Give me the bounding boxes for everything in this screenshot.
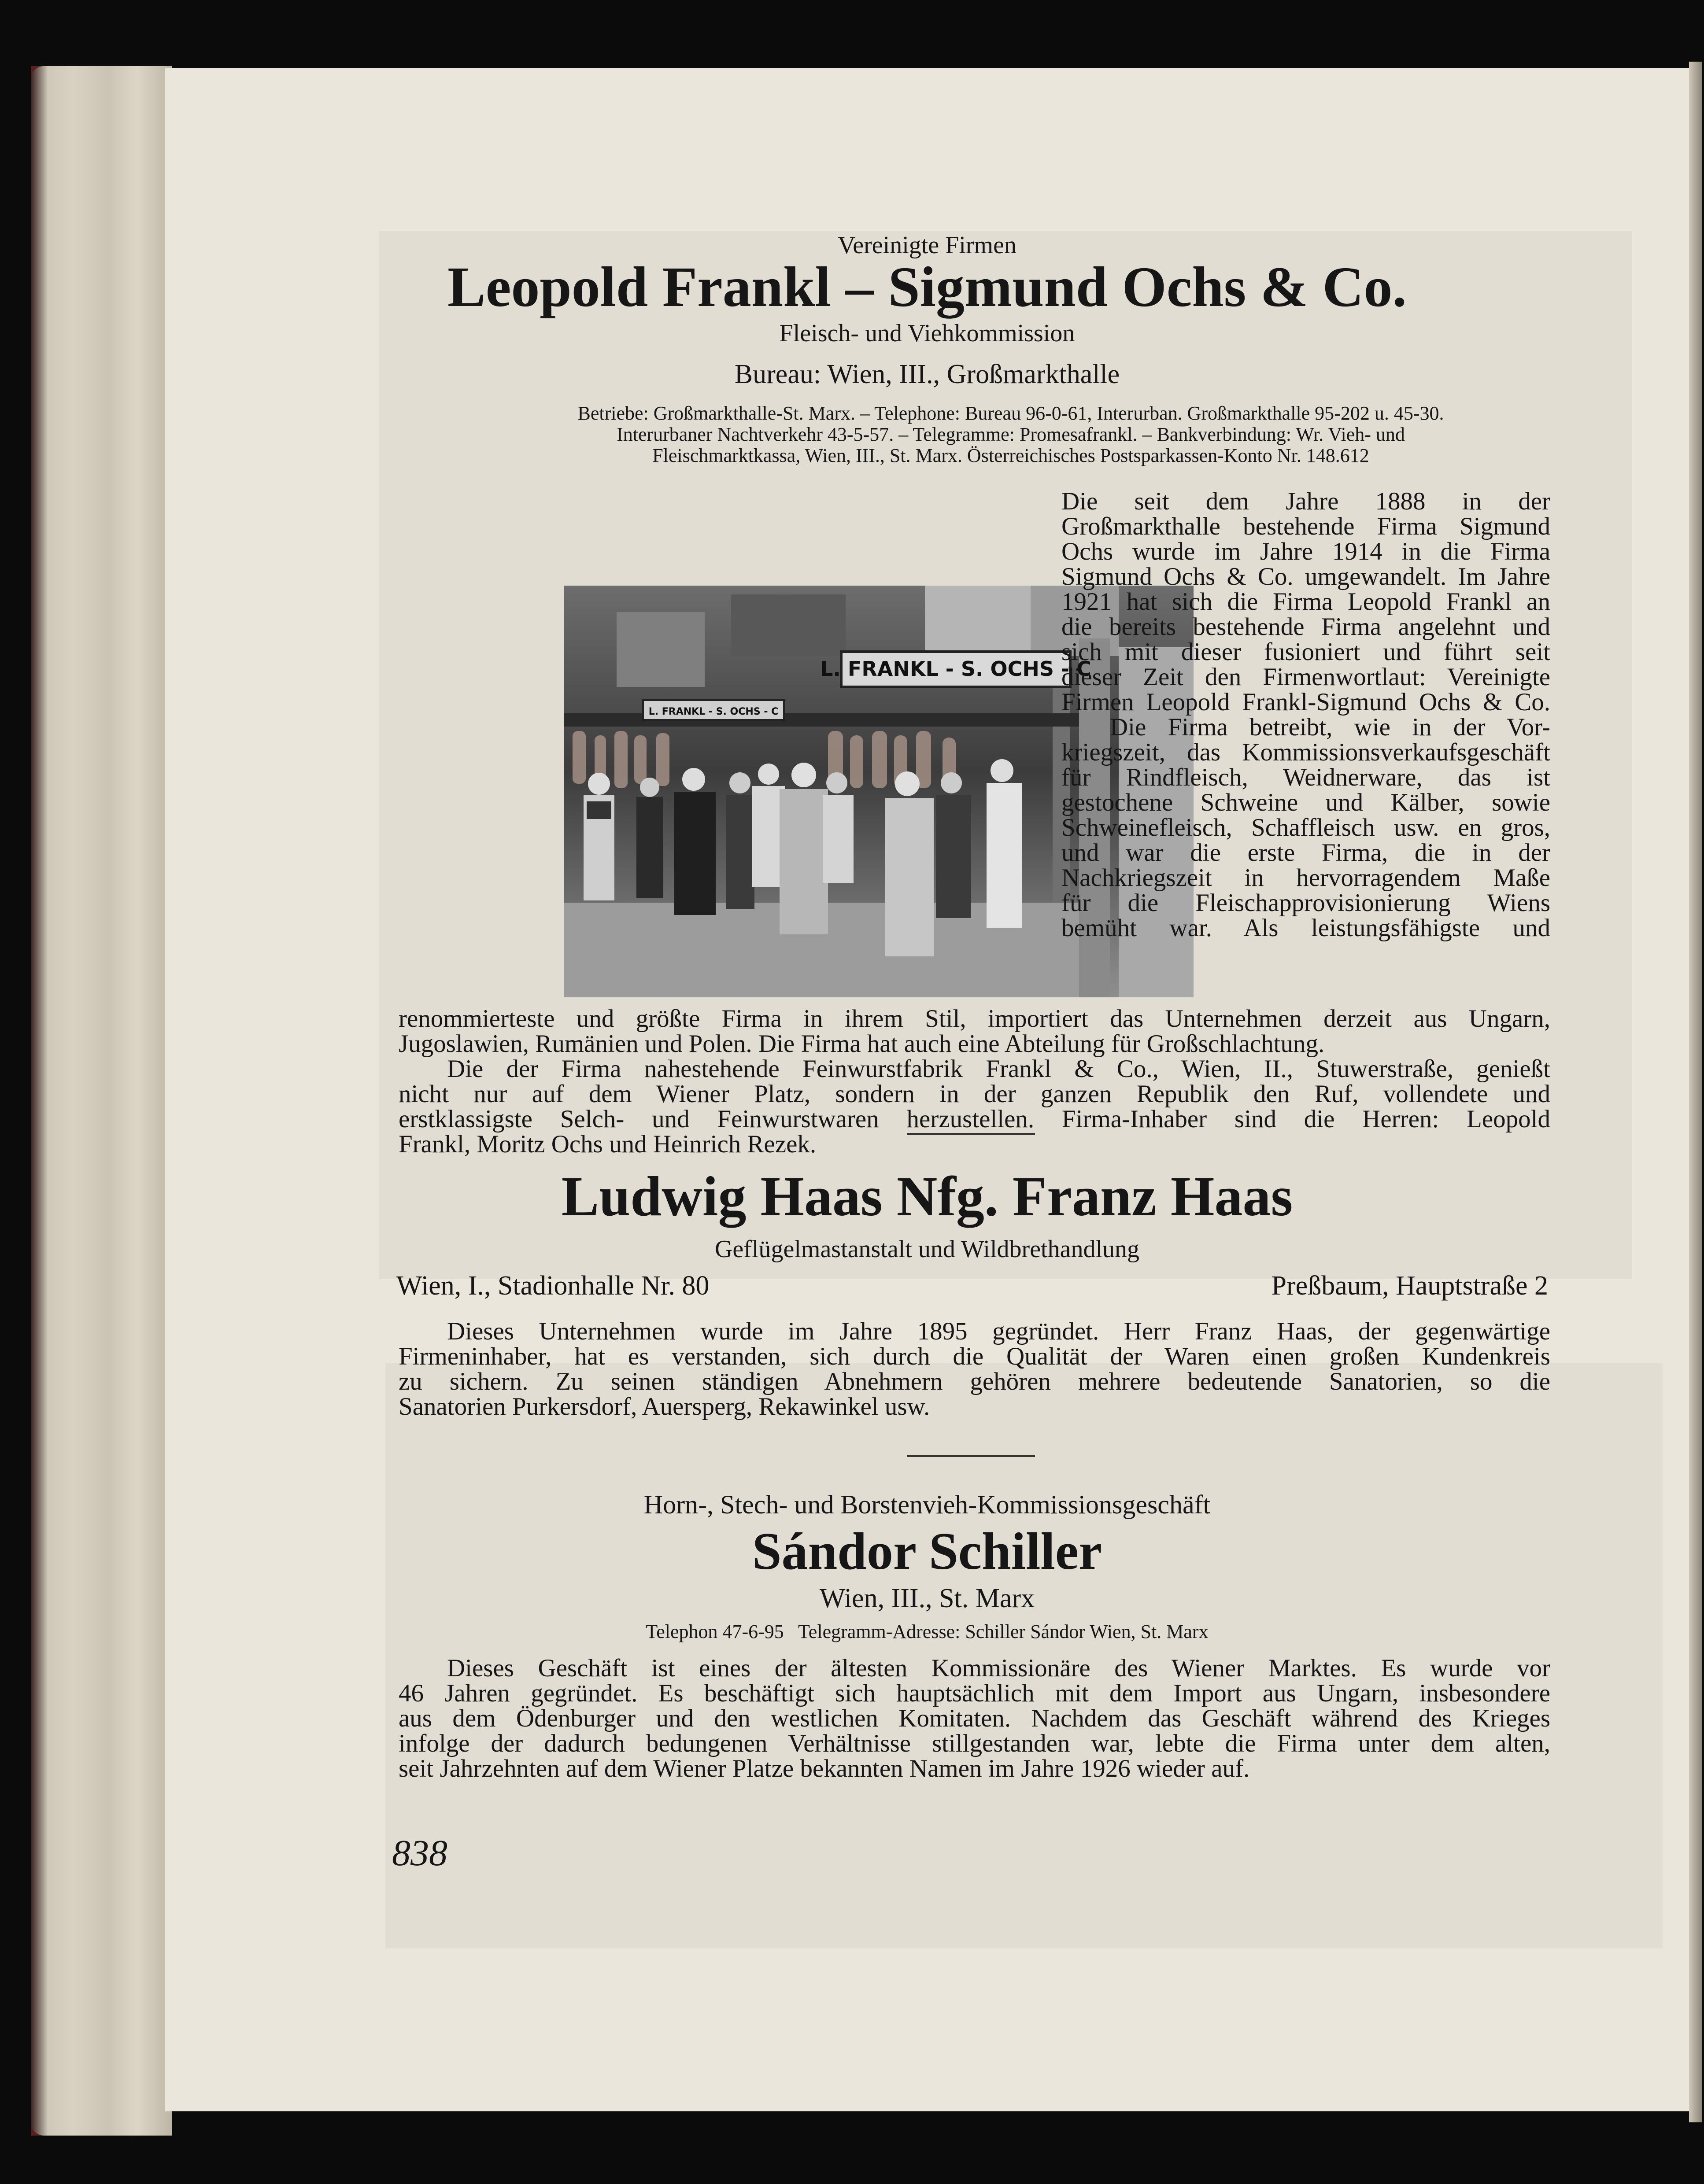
- page-edges: [31, 66, 172, 2136]
- schiller-line: aus dem Ödenburger und den westlichen Komitaten. Nachdem das Geschäft während des Krieges: [399, 1704, 1550, 1732]
- col-line: Nachkriegszeit in hervorragendem Maße: [1061, 864, 1550, 892]
- frankl-details-line: Betriebe: Großmarkthalle-St. Marx. – Telephone: Bureau 96-0-61, Interurban. Großmarkthalle 95-202 u. 45-30.: [577, 402, 1444, 424]
- full-line: renommierteste und größte Firma in ihrem Stil, importiert das Unternehmen derzeit aus Ungarn,: [399, 1005, 1550, 1033]
- haas-title: Ludwig Haas Nfg. Franz Haas: [561, 1165, 1293, 1228]
- section-divider: [907, 1133, 1035, 1135]
- schiller-line: Dieses Geschäft ist eines der ältesten Kommissionäre des Wiener Marktes. Es wurde vor: [447, 1654, 1550, 1682]
- col-line: Schweinefleisch, Schaffleisch usw. en gros,: [1061, 814, 1550, 841]
- col-line: Die seit dem Jahre 1888 in der: [1061, 487, 1550, 515]
- col-line: Die Firma betreibt, wie in der Vor-: [1110, 713, 1550, 741]
- full-line: erstklassigste Selch- und Feinwurstwaren herzustellen. Firma-Inhaber sind die Herren: Leopold: [399, 1105, 1550, 1133]
- full-line: nicht nur auf dem Wiener Platz, sondern in der ganzen Republik den Ruf, vollendete und: [399, 1080, 1550, 1108]
- haas-line: Dieses Unternehmen wurde im Jahre 1895 gegründet. Herr Franz Haas, der gegenwärtige: [447, 1317, 1550, 1345]
- schiller-line: 46 Jahren gegründet. Es beschäftigt sich hauptsächlich mit dem Import aus Ungarn, insbesondere: [399, 1679, 1550, 1707]
- frankl-address: Bureau: Wien, III., Großmarkthalle: [734, 359, 1120, 389]
- col-line: und war die erste Firma, die in der: [1061, 839, 1550, 867]
- haas-line: Firmeninhaber, hat es verstanden, sich durch die Qualität der Waren einen großen Kundenkreis: [399, 1343, 1550, 1370]
- frankl-subtitle: Fleisch- und Viehkommission: [779, 320, 1075, 347]
- haas-address-right: Preßbaum, Hauptstraße 2: [1271, 1271, 1548, 1301]
- full-line: Frankl, Moritz Ochs und Heinrich Rezek.: [399, 1130, 817, 1158]
- haas-line: Sanatorien Purkersdorf, Auersperg, Rekawinkel usw.: [399, 1393, 930, 1420]
- col-line: kriegszeit, das Kommissionsverkaufsgeschäft: [1061, 738, 1550, 766]
- full-line: Jugoslawien, Rumänien und Polen. Die Firma hat auch eine Abteilung für Großschlachtung.: [399, 1030, 1325, 1058]
- col-line: die bereits bestehende Firma angelehnt und: [1061, 613, 1550, 641]
- frankl-title: Leopold Frankl – Sigmund Ochs & Co.: [447, 255, 1407, 319]
- col-line: Firmen Leopold Frankl-Sigmund Ochs & Co.: [1061, 688, 1550, 716]
- frankl-details: [403, 403, 1619, 466]
- haas-line: zu sichern. Zu seinen ständigen Abnehmern gehören mehrere bedeutende Sanatorien, so die: [399, 1368, 1550, 1395]
- schiller-text: [399, 1656, 1550, 1781]
- col-line: sich mit dieser fusioniert und führt seit: [1061, 638, 1550, 666]
- full-line: Die der Firma nahestehende Feinwurstfabrik Frankl & Co., Wien, II., Stuwerstraße, genießt: [447, 1055, 1550, 1083]
- frankl-details-line: Interurbaner Nachtverkehr 43-5-57. – Telegramme: Promesafrankl. – Bankverbindung: Wr. Vieh- und: [617, 424, 1405, 445]
- haas-subtitle: Geflügelmastanstalt und Wildbrethandlung: [714, 1236, 1140, 1263]
- haas-address-left: Wien, I., Stadionhalle Nr. 80: [396, 1271, 710, 1301]
- col-line: für die Fleischapprovisionierung Wiens: [1061, 889, 1550, 917]
- col-line: Ochs wurde im Jahre 1914 in die Firma: [1061, 538, 1550, 565]
- schiller-line: infolge der dadurch bedungenen Verhältnisse stillgestanden war, lebte die Firma unter dem alten,: [399, 1730, 1550, 1757]
- schiller-address: Wien, III., St. Marx: [819, 1583, 1035, 1613]
- section-divider: [907, 1455, 1035, 1457]
- haas-text: [399, 1319, 1550, 1419]
- frankl-subtitle-top: Vereinigte Firmen: [838, 232, 1016, 259]
- frankl-column-text: [1061, 489, 1550, 941]
- col-line: Großmarkthalle bestehende Firma Sigmund: [1061, 513, 1550, 540]
- col-line: bemüht war. Als leistungsfähigste und: [1061, 914, 1550, 942]
- col-line: gestochene Schweine und Kälber, sowie: [1061, 789, 1550, 816]
- page-number: 838: [392, 1833, 447, 1874]
- book-page: [165, 68, 1689, 2111]
- col-line: 1921 hat sich die Firma Leopold Frankl an: [1061, 588, 1550, 616]
- frankl-details-line: Fleischmarktkassa, Wien, III., St. Marx. Österreichisches Postsparkassen-Konto Nr. 148.612: [652, 445, 1369, 466]
- right-page-edge: [1689, 62, 1702, 2122]
- schiller-title: Sándor Schiller: [752, 1522, 1102, 1580]
- schiller-subtitle-top: Horn-, Stech- und Borstenvieh-Kommissionsgeschäft: [643, 1490, 1211, 1519]
- col-line: für Rindfleisch, Weidnerware, das ist: [1061, 764, 1550, 791]
- col-line: dieser Zeit den Firmenwortlaut: Vereinigte: [1061, 663, 1550, 691]
- schiller-contact: Telephon 47-6-95 Telegramm-Adresse: Schiller Sándor Wien, St. Marx: [646, 1621, 1209, 1642]
- schiller-line: seit Jahrzehnten auf dem Wiener Platze bekannten Namen im Jahre 1926 wieder auf.: [399, 1755, 1250, 1782]
- col-line: Sigmund Ochs & Co. umgewandelt. Im Jahre: [1061, 563, 1550, 590]
- photo-sign-large: L. FRANKL - S. OCHS - C: [820, 657, 1091, 681]
- photo-sign-small: L. FRANKL - S. OCHS - C: [648, 706, 779, 717]
